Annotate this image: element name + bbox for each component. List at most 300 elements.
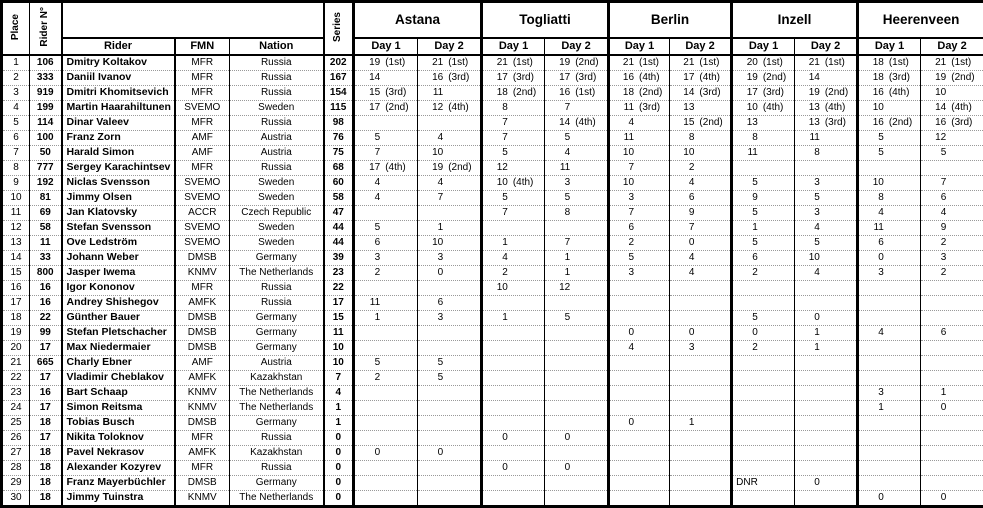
score-cell [418, 325, 482, 340]
score-cell [482, 445, 545, 460]
score-value: 17 [357, 162, 380, 174]
score-value: 4 [861, 207, 884, 219]
score-value: DNR [735, 477, 758, 489]
nation-cell: The Netherlands [230, 385, 324, 400]
rider-number-cell: 17 [30, 340, 62, 355]
score-cell [545, 295, 609, 310]
nation-cell: Germany [230, 475, 324, 490]
score-cell [921, 55, 983, 71]
rider-name-cell: Günther Bauer [62, 310, 175, 325]
score-cell [418, 310, 482, 325]
score-cell [545, 145, 609, 160]
score-value: 0 [861, 252, 884, 264]
score-value: 19 [357, 57, 380, 69]
fmn-cell: MFR [175, 70, 230, 85]
series-total-cell: 39 [324, 250, 354, 265]
score-value: 6 [923, 192, 946, 204]
col-header-rider: Rider [62, 38, 175, 55]
nation-cell: Czech Republic [230, 205, 324, 220]
score-value: 20 [735, 57, 758, 69]
score-cell [418, 460, 482, 475]
score-cell [858, 205, 921, 220]
score-cell [545, 70, 609, 85]
score-position: (2nd) [763, 72, 786, 84]
rider-number-cell: 100 [30, 130, 62, 145]
score-value: 0 [485, 462, 508, 474]
score-cell [921, 325, 983, 340]
event-header-togliatti: Togliatti [482, 2, 609, 38]
score-cell [545, 310, 609, 325]
score-value: 4 [612, 117, 634, 129]
rider-number-cell: 33 [30, 250, 62, 265]
rider-number-cell: 58 [30, 220, 62, 235]
rider-number-cell: 16 [30, 385, 62, 400]
score-cell [732, 55, 795, 71]
score-cell [418, 145, 482, 160]
score-value: 14 [357, 72, 380, 84]
score-cell [609, 100, 670, 115]
score-cell [732, 130, 795, 145]
fmn-cell: MFR [175, 160, 230, 175]
score-position: (1st) [825, 57, 845, 69]
score-value: 0 [420, 447, 443, 459]
score-cell [670, 265, 732, 280]
score-cell [418, 445, 482, 460]
score-value: 4 [420, 132, 443, 144]
rider-name-cell: Harald Simon [62, 145, 175, 160]
score-cell [670, 145, 732, 160]
rider-number-cell: 18 [30, 460, 62, 475]
rider-name-cell: Niclas Svensson [62, 175, 175, 190]
score-value: 10 [420, 147, 443, 159]
score-cell [858, 235, 921, 250]
score-value: 8 [797, 147, 820, 159]
score-position: (4th) [825, 102, 846, 114]
rider-name-cell: Bart Schaap [62, 385, 175, 400]
rider-number-cell: 18 [30, 475, 62, 490]
score-cell [795, 475, 858, 490]
nation-cell: Russia [230, 160, 324, 175]
score-cell [482, 190, 545, 205]
score-cell [354, 475, 418, 490]
score-value: 3 [861, 387, 884, 399]
score-cell [670, 445, 732, 460]
score-cell [670, 130, 732, 145]
score-cell [670, 235, 732, 250]
score-cell [921, 100, 983, 115]
table-row [2, 250, 983, 265]
series-total-cell: 0 [324, 475, 354, 490]
table-row [2, 310, 983, 325]
score-cell [921, 145, 983, 160]
fmn-cell: AMFK [175, 445, 230, 460]
score-cell [795, 115, 858, 130]
score-cell [354, 265, 418, 280]
score-value: 4 [923, 207, 946, 219]
rider-number-cell: 18 [30, 445, 62, 460]
score-value: 3 [612, 267, 634, 279]
table-row [2, 340, 983, 355]
score-position: (2nd) [889, 117, 912, 129]
table-row [2, 70, 983, 85]
score-cell [609, 160, 670, 175]
score-cell [545, 130, 609, 145]
score-cell [609, 55, 670, 71]
score-value: 21 [797, 57, 820, 69]
rider-name-cell: Ove Ledström [62, 235, 175, 250]
place-cell: 23 [2, 385, 30, 400]
series-total-cell: 76 [324, 130, 354, 145]
nation-cell: Germany [230, 250, 324, 265]
score-position: (3rd) [575, 72, 596, 84]
score-cell [670, 415, 732, 430]
score-value: 14 [923, 102, 946, 114]
score-value: 3 [923, 252, 946, 264]
score-value: 2 [357, 372, 380, 384]
score-cell [545, 85, 609, 100]
score-cell [545, 325, 609, 340]
score-position: (1st) [763, 57, 783, 69]
score-cell [418, 430, 482, 445]
score-cell [732, 190, 795, 205]
score-value: 10 [861, 102, 884, 114]
score-cell [545, 235, 609, 250]
score-cell [795, 175, 858, 190]
series-total-cell: 60 [324, 175, 354, 190]
score-cell [545, 415, 609, 430]
event-header-berlin: Berlin [609, 2, 732, 38]
score-cell [545, 115, 609, 130]
day-header: Day 2 [418, 38, 482, 55]
table-row [2, 475, 983, 490]
score-cell [858, 55, 921, 71]
score-cell [609, 85, 670, 100]
score-cell [418, 55, 482, 71]
score-cell [670, 430, 732, 445]
score-value: 19 [547, 57, 570, 69]
score-cell [609, 415, 670, 430]
table-row [2, 415, 983, 430]
score-position: (3rd) [951, 117, 972, 129]
score-cell [418, 265, 482, 280]
score-cell [418, 475, 482, 490]
score-cell [670, 400, 732, 415]
score-position: (3rd) [699, 87, 720, 99]
score-cell [921, 205, 983, 220]
score-value: 5 [485, 192, 508, 204]
score-cell [795, 235, 858, 250]
day-header: Day 2 [795, 38, 858, 55]
score-value: 16 [547, 87, 570, 99]
score-cell [921, 130, 983, 145]
score-cell [732, 460, 795, 475]
score-position: (3rd) [889, 72, 910, 84]
score-cell [858, 70, 921, 85]
score-value: 11 [612, 102, 634, 114]
table-row [2, 280, 983, 295]
score-cell [858, 160, 921, 175]
score-value: 1 [485, 312, 508, 324]
score-value: 6 [612, 222, 634, 234]
score-value: 2 [485, 267, 508, 279]
score-value: 18 [861, 57, 884, 69]
score-value: 4 [485, 252, 508, 264]
score-position: (3rd) [763, 87, 784, 99]
score-cell [418, 160, 482, 175]
fmn-cell: SVEMO [175, 235, 230, 250]
score-cell [418, 220, 482, 235]
score-value: 3 [547, 177, 570, 189]
score-position: (4th) [889, 87, 910, 99]
nation-cell: Austria [230, 130, 324, 145]
score-cell [670, 220, 732, 235]
score-value: 6 [861, 237, 884, 249]
nation-cell: Austria [230, 145, 324, 160]
score-cell [545, 445, 609, 460]
place-cell: 15 [2, 265, 30, 280]
event-header-inzell: Inzell [732, 2, 858, 38]
rider-name-cell: Martin Haarahiltunen [62, 100, 175, 115]
score-cell [795, 160, 858, 175]
series-total-cell: 0 [324, 445, 354, 460]
score-position: (1st) [385, 57, 405, 69]
table-row [2, 130, 983, 145]
score-cell [795, 445, 858, 460]
score-cell [482, 220, 545, 235]
rider-name-cell: Simon Reitsma [62, 400, 175, 415]
score-cell [482, 265, 545, 280]
score-cell [732, 370, 795, 385]
fmn-cell: DMSB [175, 325, 230, 340]
rider-number-cell: 22 [30, 310, 62, 325]
fmn-cell: SVEMO [175, 220, 230, 235]
table-row [2, 115, 983, 130]
rider-name-cell: Jasper Iwema [62, 265, 175, 280]
score-cell [482, 175, 545, 190]
score-cell [354, 370, 418, 385]
score-cell [354, 310, 418, 325]
score-cell [418, 100, 482, 115]
rider-name-cell: Vladimir Cheblakov [62, 370, 175, 385]
nation-cell: Germany [230, 415, 324, 430]
score-cell [418, 490, 482, 506]
score-value: 5 [547, 192, 570, 204]
score-cell [482, 460, 545, 475]
score-value: 10 [861, 177, 884, 189]
score-value: 4 [797, 267, 820, 279]
score-cell [482, 355, 545, 370]
nation-cell: The Netherlands [230, 490, 324, 506]
place-cell: 1 [2, 55, 30, 71]
score-position: (3rd) [639, 102, 660, 114]
score-cell [354, 340, 418, 355]
score-value: 21 [923, 57, 946, 69]
score-value: 11 [861, 222, 884, 234]
score-cell [545, 430, 609, 445]
score-cell [354, 295, 418, 310]
table-row [2, 190, 983, 205]
rider-name-cell: Alexander Kozyrev [62, 460, 175, 475]
score-value: 18 [861, 72, 884, 84]
score-cell [732, 475, 795, 490]
score-cell [418, 400, 482, 415]
score-position: (4th) [385, 162, 406, 174]
score-cell [609, 130, 670, 145]
score-cell [858, 190, 921, 205]
score-cell [921, 70, 983, 85]
table-row [2, 490, 983, 506]
score-value: 0 [612, 417, 634, 429]
fmn-cell: SVEMO [175, 175, 230, 190]
score-cell [732, 175, 795, 190]
rider-name-cell: Igor Kononov [62, 280, 175, 295]
score-cell [858, 355, 921, 370]
score-cell [670, 205, 732, 220]
score-value: 17 [485, 72, 508, 84]
day-header: Day 2 [670, 38, 732, 55]
score-cell [858, 250, 921, 265]
series-total-cell: 68 [324, 160, 354, 175]
rider-number-cell: 99 [30, 325, 62, 340]
score-value: 6 [357, 237, 380, 249]
score-value: 18 [485, 87, 508, 99]
table-row [2, 175, 983, 190]
score-value: 5 [735, 312, 758, 324]
score-cell [670, 175, 732, 190]
score-cell [795, 250, 858, 265]
day-header: Day 1 [858, 38, 921, 55]
rider-number-cell: 777 [30, 160, 62, 175]
score-cell [858, 310, 921, 325]
nation-cell: Sweden [230, 220, 324, 235]
day-header: Day 2 [921, 38, 983, 55]
score-cell [921, 280, 983, 295]
nation-cell: Germany [230, 325, 324, 340]
score-value: 17 [357, 102, 380, 114]
score-value: 5 [485, 147, 508, 159]
score-value: 3 [420, 252, 443, 264]
score-position: (2nd) [575, 57, 598, 69]
rider-name-cell: Nikita Toloknov [62, 430, 175, 445]
place-cell: 30 [2, 490, 30, 506]
score-cell [921, 370, 983, 385]
score-cell [858, 400, 921, 415]
score-cell [418, 130, 482, 145]
score-value: 8 [861, 192, 884, 204]
col-header-rider-no [30, 2, 62, 55]
score-position: (2nd) [639, 87, 662, 99]
score-value: 10 [735, 102, 758, 114]
table-row [2, 145, 983, 160]
col-header-series-label: Series [333, 12, 343, 42]
score-cell [482, 295, 545, 310]
score-value: 0 [420, 267, 443, 279]
score-position: (2nd) [825, 87, 848, 99]
nation-cell: Sweden [230, 100, 324, 115]
score-cell [609, 310, 670, 325]
score-cell [545, 175, 609, 190]
score-value: 5 [735, 237, 758, 249]
score-cell [609, 340, 670, 355]
score-value: 4 [547, 147, 570, 159]
rider-name-cell: Franz Zorn [62, 130, 175, 145]
score-value: 1 [861, 402, 884, 414]
score-cell [609, 220, 670, 235]
score-value: 2 [735, 267, 758, 279]
table-row [2, 355, 983, 370]
score-position: (2nd) [385, 102, 408, 114]
score-cell [354, 100, 418, 115]
score-cell [732, 445, 795, 460]
series-total-cell: 98 [324, 115, 354, 130]
score-position: (2nd) [699, 117, 722, 129]
nation-cell: Germany [230, 310, 324, 325]
score-value: 1 [485, 237, 508, 249]
rider-number-cell: 16 [30, 280, 62, 295]
score-value: 8 [672, 132, 694, 144]
score-cell [732, 100, 795, 115]
rider-number-cell: 800 [30, 265, 62, 280]
score-cell [670, 460, 732, 475]
score-cell [354, 145, 418, 160]
score-value: 3 [861, 267, 884, 279]
score-cell [921, 475, 983, 490]
score-cell [732, 115, 795, 130]
score-cell [795, 340, 858, 355]
nation-cell: Russia [230, 430, 324, 445]
score-value: 11 [797, 132, 820, 144]
place-cell: 19 [2, 325, 30, 340]
score-position: (2nd) [513, 87, 536, 99]
score-cell [921, 400, 983, 415]
rider-name-cell: Dmitry Koltakov [62, 55, 175, 71]
nation-cell: Sweden [230, 175, 324, 190]
score-cell [795, 355, 858, 370]
score-cell [858, 85, 921, 100]
score-cell [418, 370, 482, 385]
score-cell [921, 430, 983, 445]
series-total-cell: 202 [324, 55, 354, 71]
score-value: 0 [485, 432, 508, 444]
score-value: 10 [612, 177, 634, 189]
score-cell [354, 160, 418, 175]
score-cell [858, 340, 921, 355]
score-value: 14 [672, 87, 694, 99]
score-cell [732, 400, 795, 415]
table-row [2, 235, 983, 250]
score-value: 10 [420, 237, 443, 249]
score-cell [670, 490, 732, 506]
score-value: 16 [612, 72, 634, 84]
score-cell [670, 295, 732, 310]
score-cell [732, 295, 795, 310]
place-cell: 29 [2, 475, 30, 490]
score-cell [670, 310, 732, 325]
score-cell [732, 220, 795, 235]
score-value: 2 [735, 342, 758, 354]
score-cell [921, 115, 983, 130]
col-header-place [2, 2, 30, 55]
score-cell [545, 280, 609, 295]
rider-name-cell: Johann Weber [62, 250, 175, 265]
series-total-cell: 10 [324, 340, 354, 355]
score-cell [858, 430, 921, 445]
place-cell: 4 [2, 100, 30, 115]
score-cell [418, 385, 482, 400]
fmn-cell: MFR [175, 430, 230, 445]
score-value: 4 [861, 327, 884, 339]
fmn-cell: SVEMO [175, 190, 230, 205]
